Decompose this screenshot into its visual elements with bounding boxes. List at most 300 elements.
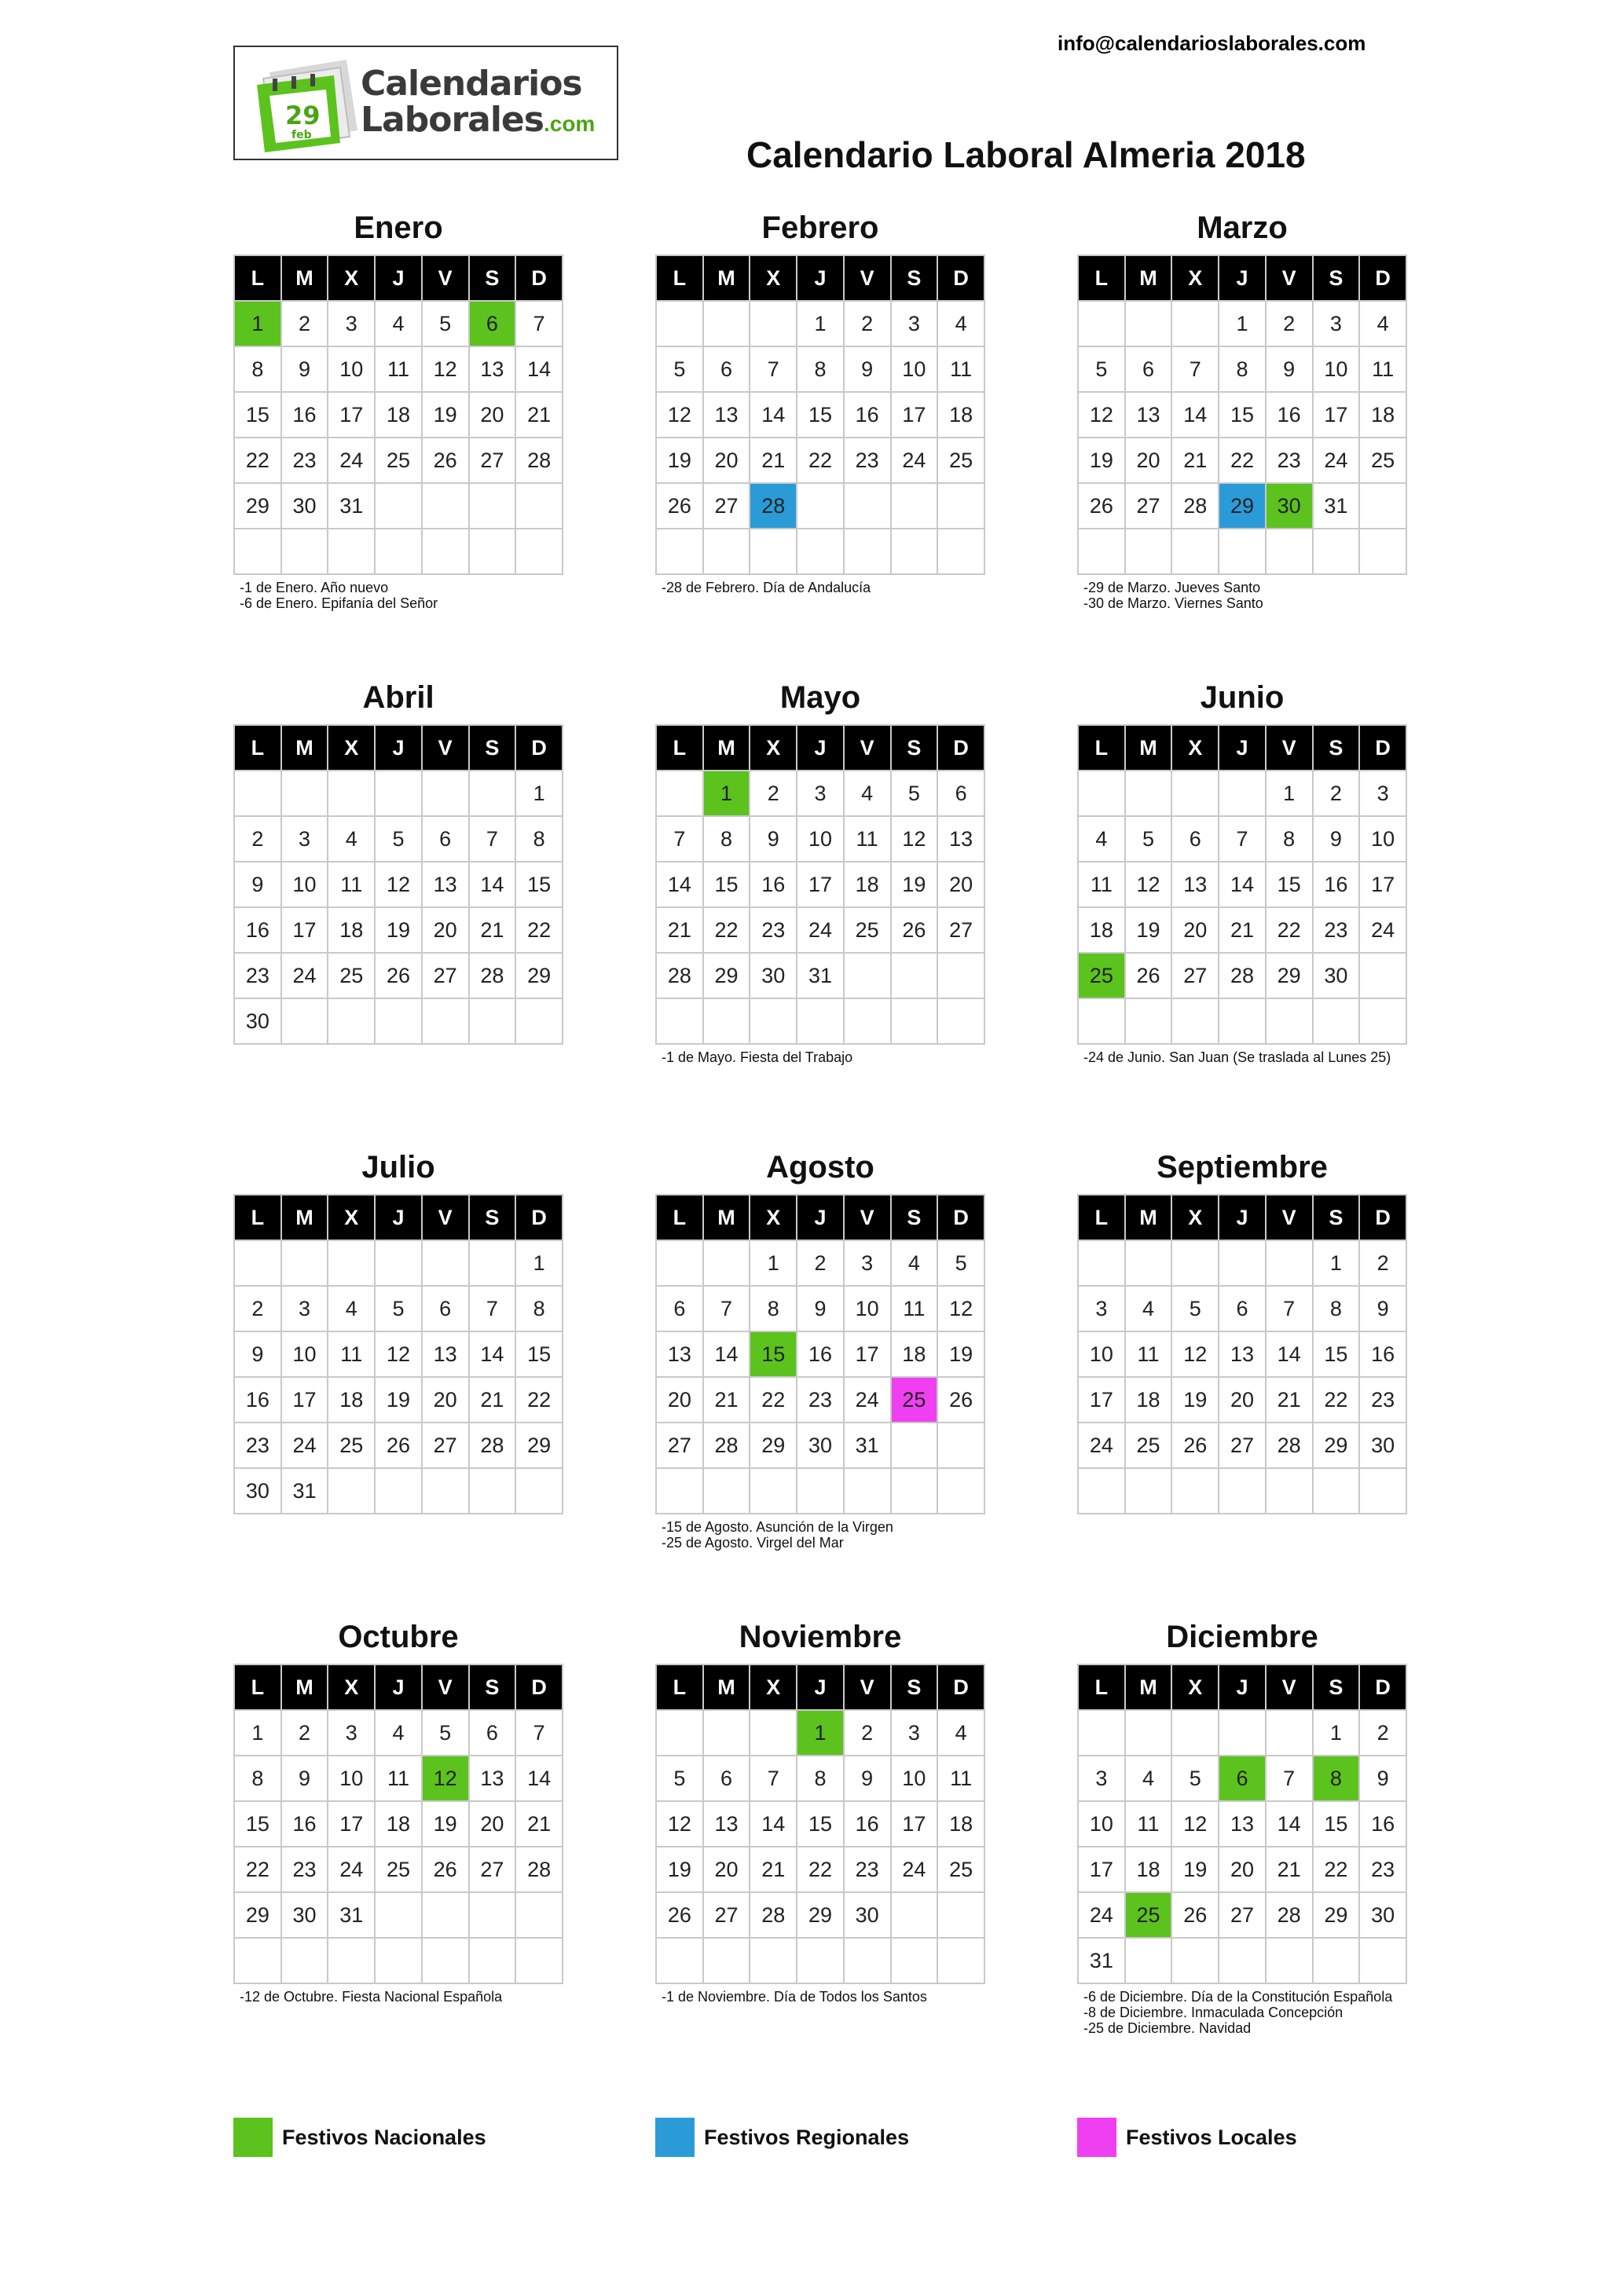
empty-day-cell xyxy=(1125,1468,1172,1514)
day-cell: 2 xyxy=(1313,771,1360,816)
empty-day-cell xyxy=(1078,1710,1125,1756)
empty-day-cell xyxy=(1125,998,1172,1044)
empty-day-cell xyxy=(656,771,703,816)
holiday-day-cell: 29 xyxy=(1219,483,1266,529)
day-cell: 8 xyxy=(1266,816,1313,862)
week-row xyxy=(234,998,563,1044)
holiday-notes xyxy=(655,1989,985,2005)
empty-day-cell xyxy=(891,483,938,529)
week-row xyxy=(234,1892,563,1938)
weekday-header: L xyxy=(656,1195,703,1240)
day-cell: 15 xyxy=(234,392,281,438)
day-cell: 29 xyxy=(1313,1423,1360,1468)
day-cell: 14 xyxy=(703,1331,750,1377)
logo-line1: Calendarios xyxy=(361,64,582,104)
weekday-header: M xyxy=(281,1664,328,1710)
month-name: Marzo xyxy=(1197,211,1288,245)
day-cell: 15 xyxy=(703,862,750,907)
weekday-header: J xyxy=(375,255,422,301)
day-cell: 10 xyxy=(1078,1801,1125,1847)
weekday-header: J xyxy=(1219,725,1266,771)
week-row xyxy=(656,1286,984,1331)
day-cell: 10 xyxy=(328,1756,375,1801)
day-cell: 23 xyxy=(234,953,281,998)
empty-day-cell xyxy=(422,529,469,574)
empty-day-cell xyxy=(328,998,375,1044)
holiday-day-cell: 8 xyxy=(1313,1756,1360,1801)
legend-local xyxy=(1077,2118,1297,2157)
day-cell: 16 xyxy=(1359,1801,1406,1847)
empty-day-cell xyxy=(1171,1710,1219,1756)
day-cell: 4 xyxy=(375,301,422,346)
day-cell: 27 xyxy=(1125,483,1172,529)
day-cell: 2 xyxy=(844,301,891,346)
weekday-header: L xyxy=(234,1664,281,1710)
day-cell: 26 xyxy=(656,1892,703,1938)
legend-label-nacional: Festivos Nacionales xyxy=(282,2125,486,2149)
empty-day-cell xyxy=(703,998,750,1044)
holiday-day-cell: 25 xyxy=(1125,1892,1172,1938)
day-cell: 24 xyxy=(844,1377,891,1423)
month-table xyxy=(655,255,985,575)
day-cell: 14 xyxy=(469,862,516,907)
day-cell: 5 xyxy=(375,1286,422,1331)
week-row xyxy=(1078,771,1406,816)
empty-day-cell xyxy=(328,1468,375,1514)
weekday-header: S xyxy=(469,1195,516,1240)
day-cell: 24 xyxy=(891,1847,938,1892)
holiday-note: -28 de Febrero. Día de Andalucía xyxy=(662,580,871,595)
week-row xyxy=(656,483,984,529)
day-cell: 29 xyxy=(750,1423,797,1468)
day-cell: 5 xyxy=(1171,1286,1219,1331)
day-cell: 11 xyxy=(1125,1331,1172,1377)
empty-day-cell xyxy=(656,1240,703,1286)
day-cell: 19 xyxy=(375,1377,422,1423)
week-row xyxy=(1078,1892,1406,1938)
day-cell: 20 xyxy=(422,907,469,953)
empty-day-cell xyxy=(1313,1468,1360,1514)
day-cell: 29 xyxy=(234,1892,281,1938)
day-cell: 6 xyxy=(1219,1286,1266,1331)
empty-day-cell xyxy=(1078,1240,1125,1286)
week-row xyxy=(656,346,984,392)
empty-day-cell xyxy=(1078,1468,1125,1514)
day-cell: 1 xyxy=(1313,1710,1360,1756)
empty-day-cell xyxy=(797,1468,844,1514)
empty-day-cell xyxy=(469,1468,516,1514)
day-cell: 4 xyxy=(328,816,375,862)
day-cell: 17 xyxy=(281,1377,328,1423)
month-julio xyxy=(233,1147,563,1519)
empty-day-cell xyxy=(703,1938,750,1983)
legend-label-regional: Festivos Regionales xyxy=(704,2125,910,2149)
empty-day-cell xyxy=(703,529,750,574)
empty-day-cell xyxy=(1078,529,1125,574)
weekday-header: V xyxy=(1266,1664,1313,1710)
day-cell: 16 xyxy=(281,1801,328,1847)
empty-day-cell xyxy=(1219,529,1266,574)
day-cell: 28 xyxy=(656,953,703,998)
week-row xyxy=(656,1377,984,1423)
day-cell: 13 xyxy=(1171,862,1219,907)
weekday-header: V xyxy=(422,725,469,771)
empty-day-cell xyxy=(703,301,750,346)
weekday-header: D xyxy=(937,255,984,301)
empty-day-cell xyxy=(469,998,516,1044)
day-cell: 7 xyxy=(515,1710,563,1756)
weekday-header: D xyxy=(1359,1195,1406,1240)
weekday-header: S xyxy=(891,1195,938,1240)
day-cell: 16 xyxy=(1266,392,1313,438)
day-cell: 13 xyxy=(469,346,516,392)
weekday-header: J xyxy=(375,1664,422,1710)
weekday-header: D xyxy=(1359,255,1406,301)
day-cell: 12 xyxy=(656,392,703,438)
day-cell: 30 xyxy=(234,1468,281,1514)
weekday-header: J xyxy=(797,255,844,301)
day-cell: 17 xyxy=(844,1331,891,1377)
day-cell: 21 xyxy=(1171,438,1219,483)
holiday-note: -1 de Noviembre. Día de Todos los Santos xyxy=(662,1989,927,2005)
holiday-day-cell: 6 xyxy=(1219,1756,1266,1801)
week-row xyxy=(234,1801,563,1847)
logo-com: .com xyxy=(543,112,596,136)
day-cell: 21 xyxy=(750,438,797,483)
week-row xyxy=(234,1847,563,1892)
day-cell: 29 xyxy=(234,483,281,529)
day-cell: 25 xyxy=(328,953,375,998)
day-cell: 21 xyxy=(515,1801,563,1847)
day-cell: 11 xyxy=(891,1286,938,1331)
day-cell: 24 xyxy=(281,1423,328,1468)
week-row xyxy=(234,346,563,392)
week-row xyxy=(234,392,563,438)
day-cell: 19 xyxy=(422,1801,469,1847)
month-table xyxy=(1077,1194,1407,1514)
day-cell: 9 xyxy=(750,816,797,862)
week-row xyxy=(1078,438,1406,483)
month-name: Febrero xyxy=(761,211,879,245)
day-cell: 31 xyxy=(797,953,844,998)
week-row xyxy=(1078,346,1406,392)
day-cell: 5 xyxy=(891,771,938,816)
empty-day-cell xyxy=(422,1240,469,1286)
day-cell: 30 xyxy=(1359,1423,1406,1468)
day-cell: 23 xyxy=(1266,438,1313,483)
month-table xyxy=(233,724,563,1045)
day-cell: 2 xyxy=(234,816,281,862)
empty-day-cell xyxy=(1266,998,1313,1044)
day-cell: 20 xyxy=(656,1377,703,1423)
day-cell: 7 xyxy=(1266,1756,1313,1801)
day-cell: 27 xyxy=(656,1423,703,1468)
week-row xyxy=(656,1331,984,1377)
day-cell: 12 xyxy=(375,862,422,907)
day-cell: 12 xyxy=(375,1331,422,1377)
day-cell: 9 xyxy=(1359,1286,1406,1331)
day-cell: 14 xyxy=(515,1756,563,1801)
day-cell: 23 xyxy=(281,1847,328,1892)
month-name: Noviembre xyxy=(739,1620,902,1654)
weekday-header: X xyxy=(1171,1195,1219,1240)
day-cell: 20 xyxy=(1219,1847,1266,1892)
day-cell: 18 xyxy=(1125,1847,1172,1892)
day-cell: 2 xyxy=(1266,301,1313,346)
day-cell: 30 xyxy=(844,1892,891,1938)
day-cell: 31 xyxy=(281,1468,328,1514)
empty-day-cell xyxy=(797,998,844,1044)
weekday-header: V xyxy=(422,1664,469,1710)
day-cell: 8 xyxy=(234,346,281,392)
day-cell: 15 xyxy=(1313,1331,1360,1377)
holiday-notes xyxy=(655,1049,985,1065)
empty-day-cell xyxy=(1171,1240,1219,1286)
week-row xyxy=(1078,392,1406,438)
day-cell: 18 xyxy=(328,907,375,953)
day-cell: 25 xyxy=(1359,438,1406,483)
week-row xyxy=(1078,1938,1406,1983)
week-row xyxy=(1078,816,1406,862)
empty-day-cell xyxy=(469,483,516,529)
day-cell: 27 xyxy=(469,438,516,483)
holiday-day-cell: 25 xyxy=(1078,953,1125,998)
day-cell: 7 xyxy=(1266,1286,1313,1331)
day-cell: 18 xyxy=(937,392,984,438)
day-cell: 28 xyxy=(515,438,563,483)
weekday-header: J xyxy=(797,1664,844,1710)
day-cell: 28 xyxy=(703,1423,750,1468)
weekday-header: L xyxy=(234,255,281,301)
empty-day-cell xyxy=(1313,1938,1360,1983)
weekday-header: L xyxy=(234,725,281,771)
day-cell: 5 xyxy=(422,301,469,346)
empty-day-cell xyxy=(281,998,328,1044)
day-cell: 12 xyxy=(422,346,469,392)
empty-day-cell xyxy=(1219,1240,1266,1286)
day-cell: 30 xyxy=(234,998,281,1044)
day-cell: 1 xyxy=(515,771,563,816)
day-cell: 11 xyxy=(328,1331,375,1377)
day-cell: 25 xyxy=(937,438,984,483)
day-cell: 5 xyxy=(422,1710,469,1756)
day-cell: 8 xyxy=(750,1286,797,1331)
day-cell: 15 xyxy=(515,862,563,907)
week-row xyxy=(656,1938,984,1983)
weekday-header: S xyxy=(1313,1195,1360,1240)
day-cell: 23 xyxy=(281,438,328,483)
weekday-header: S xyxy=(469,1664,516,1710)
empty-day-cell xyxy=(1219,771,1266,816)
month-name: Enero xyxy=(354,211,443,245)
week-row xyxy=(1078,1423,1406,1468)
day-cell: 29 xyxy=(515,1423,563,1468)
week-row xyxy=(656,1468,984,1514)
day-cell: 26 xyxy=(1171,1423,1219,1468)
weekday-header: J xyxy=(1219,1195,1266,1240)
week-row xyxy=(234,1377,563,1423)
holiday-note: -24 de Junio. San Juan (Se traslada al Lunes 25) xyxy=(1083,1049,1391,1065)
day-cell: 11 xyxy=(937,1756,984,1801)
day-cell: 20 xyxy=(469,392,516,438)
day-cell: 4 xyxy=(1125,1756,1172,1801)
weekday-header: L xyxy=(1078,1195,1125,1240)
day-cell: 20 xyxy=(703,1847,750,1892)
day-cell: 8 xyxy=(515,816,563,862)
day-cell: 28 xyxy=(469,953,516,998)
month-table xyxy=(1077,255,1407,575)
weekday-header-row xyxy=(234,725,563,771)
day-cell: 24 xyxy=(797,907,844,953)
week-row xyxy=(1078,483,1406,529)
week-row xyxy=(234,953,563,998)
weekday-header-row xyxy=(656,725,984,771)
day-cell: 4 xyxy=(1125,1286,1172,1331)
day-cell: 26 xyxy=(422,438,469,483)
empty-day-cell xyxy=(281,771,328,816)
day-cell: 12 xyxy=(656,1801,703,1847)
day-cell: 14 xyxy=(1219,862,1266,907)
day-cell: 30 xyxy=(1359,1892,1406,1938)
month-table xyxy=(233,1664,563,1984)
empty-day-cell xyxy=(1125,771,1172,816)
day-cell: 20 xyxy=(937,862,984,907)
day-cell: 14 xyxy=(750,1801,797,1847)
day-cell: 5 xyxy=(937,1240,984,1286)
week-row xyxy=(1078,1240,1406,1286)
weekday-header: V xyxy=(1266,725,1313,771)
holiday-day-cell: 25 xyxy=(891,1377,938,1423)
day-cell: 3 xyxy=(844,1240,891,1286)
day-cell: 16 xyxy=(1313,862,1360,907)
weekday-header: M xyxy=(703,1195,750,1240)
day-cell: 10 xyxy=(1359,816,1406,862)
day-cell: 25 xyxy=(328,1423,375,1468)
contact-email[interactable]: info@calendarioslaborales.com xyxy=(1058,31,1366,55)
day-cell: 14 xyxy=(515,346,563,392)
day-cell: 23 xyxy=(797,1377,844,1423)
legend-nacional xyxy=(233,2118,486,2157)
weekday-header: M xyxy=(703,725,750,771)
calendar-logo-icon xyxy=(246,55,364,156)
day-cell: 23 xyxy=(1313,907,1360,953)
day-cell: 31 xyxy=(328,483,375,529)
weekday-header: M xyxy=(1125,1664,1172,1710)
day-cell: 11 xyxy=(328,862,375,907)
day-cell: 24 xyxy=(328,1847,375,1892)
day-cell: 12 xyxy=(1171,1801,1219,1847)
day-cell: 30 xyxy=(750,953,797,998)
day-cell: 1 xyxy=(1266,771,1313,816)
day-cell: 29 xyxy=(515,953,563,998)
weekday-header: X xyxy=(1171,1664,1219,1710)
day-cell: 1 xyxy=(797,301,844,346)
month-name: Diciembre xyxy=(1166,1620,1318,1654)
weekday-header: M xyxy=(1125,255,1172,301)
week-row xyxy=(234,1240,563,1286)
day-cell: 18 xyxy=(1125,1377,1172,1423)
weekday-header-row xyxy=(1078,725,1406,771)
day-cell: 23 xyxy=(844,438,891,483)
day-cell: 15 xyxy=(1266,862,1313,907)
day-cell: 18 xyxy=(328,1377,375,1423)
empty-day-cell xyxy=(234,529,281,574)
weekday-header: X xyxy=(750,255,797,301)
day-cell: 21 xyxy=(515,392,563,438)
empty-day-cell xyxy=(422,483,469,529)
logo-wordmark xyxy=(361,66,595,146)
holiday-notes xyxy=(233,580,563,611)
empty-day-cell xyxy=(1171,771,1219,816)
day-cell: 7 xyxy=(1171,346,1219,392)
weekday-header-row xyxy=(656,1664,984,1710)
day-cell: 22 xyxy=(797,438,844,483)
day-cell: 25 xyxy=(937,1847,984,1892)
month-agosto xyxy=(655,1147,985,1551)
weekday-header: M xyxy=(1125,1195,1172,1240)
month-name: Julio xyxy=(361,1150,435,1185)
day-cell: 31 xyxy=(1078,1938,1125,1983)
day-cell: 27 xyxy=(703,483,750,529)
day-cell: 3 xyxy=(1078,1756,1125,1801)
empty-day-cell xyxy=(1219,1710,1266,1756)
empty-day-cell xyxy=(750,529,797,574)
empty-day-cell xyxy=(844,529,891,574)
logo-day: 29 xyxy=(285,101,321,130)
weekday-header: V xyxy=(1266,255,1313,301)
empty-day-cell xyxy=(1078,301,1125,346)
week-row xyxy=(234,1331,563,1377)
day-cell: 6 xyxy=(703,1756,750,1801)
day-cell: 15 xyxy=(515,1331,563,1377)
logo-line2: Laborales xyxy=(361,100,544,140)
day-cell: 4 xyxy=(1359,301,1406,346)
day-cell: 14 xyxy=(1266,1331,1313,1377)
logo-month: feb xyxy=(291,129,312,141)
week-row xyxy=(656,862,984,907)
weekday-header-row xyxy=(234,1664,563,1710)
day-cell: 16 xyxy=(797,1331,844,1377)
empty-day-cell xyxy=(844,1468,891,1514)
day-cell: 5 xyxy=(1078,346,1125,392)
day-cell: 2 xyxy=(797,1240,844,1286)
empty-day-cell xyxy=(1125,301,1172,346)
day-cell: 18 xyxy=(891,1331,938,1377)
empty-day-cell xyxy=(937,1468,984,1514)
month-name: Agosto xyxy=(766,1150,874,1185)
day-cell: 3 xyxy=(328,301,375,346)
day-cell: 20 xyxy=(1171,907,1219,953)
legend-regional xyxy=(655,2118,909,2157)
day-cell: 14 xyxy=(1171,392,1219,438)
day-cell: 18 xyxy=(1359,392,1406,438)
logo[interactable] xyxy=(233,46,618,160)
day-cell: 16 xyxy=(234,1377,281,1423)
weekday-header-row xyxy=(1078,1195,1406,1240)
week-row xyxy=(656,392,984,438)
day-cell: 15 xyxy=(1219,392,1266,438)
week-row xyxy=(234,1286,563,1331)
empty-day-cell xyxy=(469,1240,516,1286)
empty-day-cell xyxy=(891,998,938,1044)
empty-day-cell xyxy=(937,1423,984,1468)
day-cell: 21 xyxy=(1266,1847,1313,1892)
empty-day-cell xyxy=(1219,1938,1266,1983)
holiday-note: -1 de Enero. Año nuevo xyxy=(240,580,389,595)
day-cell: 6 xyxy=(656,1286,703,1331)
weekday-header: V xyxy=(844,1664,891,1710)
day-cell: 17 xyxy=(281,907,328,953)
